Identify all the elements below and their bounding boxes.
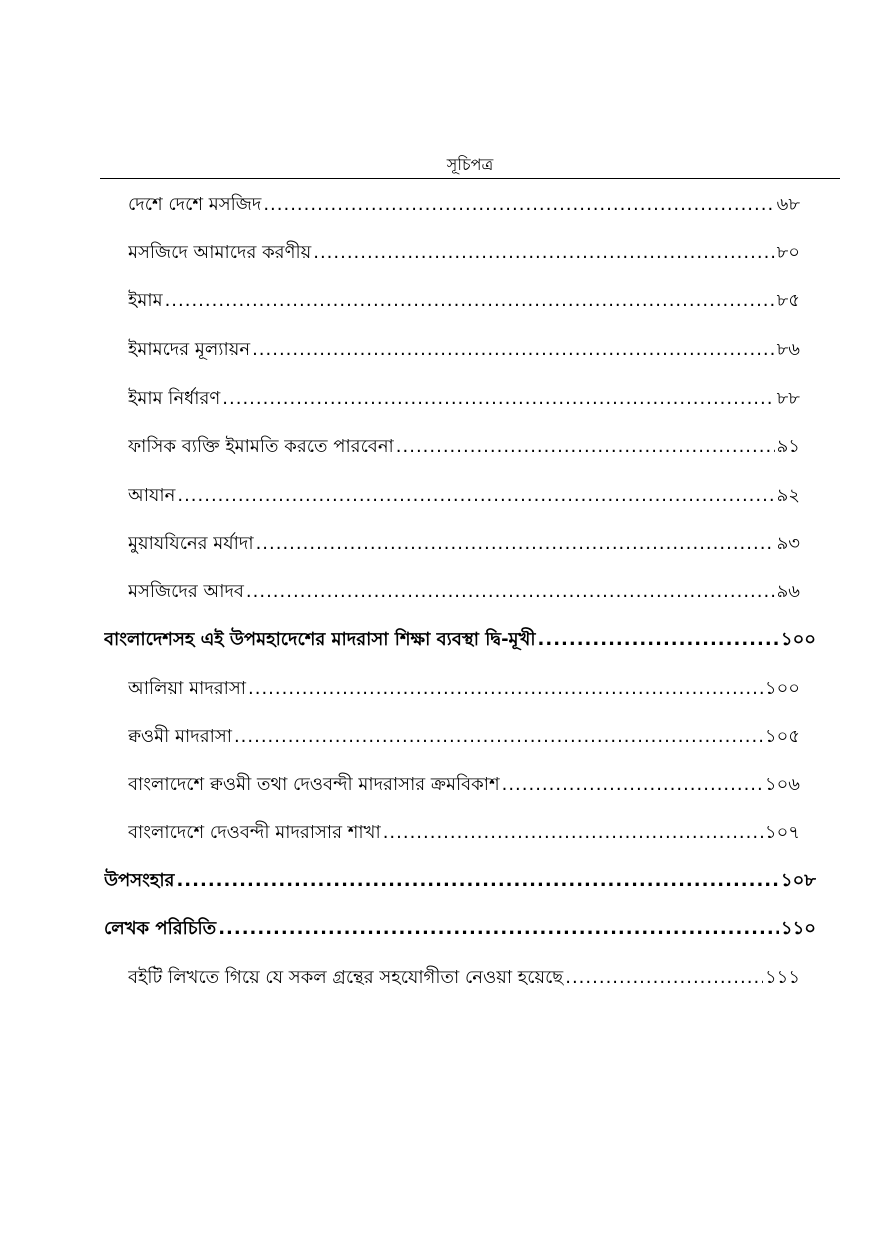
- dot-leader: [248, 678, 763, 699]
- toc-entry-page: ৯৩: [776, 533, 800, 554]
- toc-entry: [128, 770, 800, 800]
- toc-entry: [128, 963, 800, 993]
- toc-entry-label: বাংলাদেশসহ এই উপমহাদেশের মাদরাসা শিক্ষা ব্যবস্থা দ্বি-মূখী: [104, 629, 536, 650]
- dot-leader: [538, 629, 779, 650]
- toc-entry-label: ইমামদের মূল্যায়ন: [128, 339, 251, 360]
- toc-entry-label: ফাসিক ব্যক্তি ইমামতি করতে পারবেনা: [128, 436, 394, 457]
- toc-entry: [128, 818, 800, 848]
- toc-section-entry: [104, 914, 816, 944]
- toc-entry-label: আলিয়া মাদরাসা: [128, 678, 247, 699]
- toc-entry-label: আযান: [128, 485, 176, 506]
- toc-entry-page: ৮৫: [776, 290, 800, 311]
- toc-entry-page: ১০৫: [764, 726, 800, 747]
- toc-entry: [128, 384, 800, 414]
- dot-leader: [222, 388, 774, 409]
- dot-leader: [234, 726, 763, 747]
- dot-leader: [313, 242, 774, 263]
- toc-entry-page: ৮০: [776, 242, 800, 263]
- toc-section-entry: [104, 625, 816, 655]
- toc-entry-page: ৯২: [776, 485, 800, 506]
- dot-leader: [502, 774, 763, 795]
- toc-entry: [128, 481, 800, 511]
- dot-leader: [218, 918, 779, 939]
- toc-entry: [128, 577, 800, 607]
- toc-entry-label: লেখক পরিচিতি: [104, 918, 217, 939]
- dot-leader: [252, 339, 775, 360]
- toc-entry-label: বইটি লিখতে গিয়ে যে সকল গ্রন্থের সহযোগীতা নেওয়া হয়েছে: [128, 967, 564, 988]
- dot-leader: [246, 581, 775, 602]
- toc-entry-page: ১০৮: [780, 870, 816, 891]
- toc-entry: [128, 286, 800, 316]
- toc-entry: [128, 529, 800, 559]
- dot-leader: [176, 870, 778, 891]
- toc-entry-page: ১০৭: [764, 822, 800, 843]
- toc-entry: [128, 238, 800, 268]
- toc-entry-page: ১১১: [764, 967, 800, 988]
- toc-entry-page: ১০৬: [764, 774, 800, 795]
- toc-entry-page: ১০০: [764, 678, 800, 699]
- toc-entry: [128, 722, 800, 752]
- toc-entry: [128, 190, 800, 220]
- dot-leader: [565, 967, 763, 988]
- toc-entry-label: বাংলাদেশে দেওবন্দী মাদরাসার শাখা: [128, 822, 381, 843]
- toc-entry-label: মসজিদের আদব: [128, 581, 244, 602]
- dot-leader: [165, 290, 775, 311]
- dot-leader: [383, 822, 763, 843]
- toc-entry-page: ১০০: [780, 629, 816, 650]
- toc-entry-label: মসজিদে আমাদের করণীয়: [128, 242, 312, 263]
- toc-entry: [128, 335, 800, 365]
- toc-entry-page: ৯৬: [776, 581, 800, 602]
- toc-entry-page: ৮৮: [776, 388, 800, 409]
- toc-entry-label: ইমাম নির্ধারণ: [128, 388, 221, 409]
- toc-entry-label: বাংলাদেশে ক্বওমী তথা দেওবন্দী মাদরাসার ক্রমবিকাশ: [128, 774, 500, 795]
- toc-entry-page: ১১০: [780, 918, 816, 939]
- toc-entry: [128, 432, 800, 462]
- toc-entry-page: ৯১: [776, 436, 800, 457]
- dot-leader: [263, 194, 774, 215]
- toc-entry-label: মুয়াযযিনের মর্যাদা: [128, 533, 254, 554]
- dot-leader: [256, 533, 775, 554]
- toc-entry-label: দেশে দেশে মসজিদ: [128, 194, 262, 215]
- toc-section-entry: [104, 866, 816, 896]
- toc-entry-label: ক্বওমী মাদরাসা: [128, 726, 232, 747]
- page-title: সূচিপত্র: [446, 155, 494, 174]
- toc-entry-page: ৬৮: [776, 194, 800, 215]
- dot-leader: [177, 485, 774, 506]
- toc-entry-label: ইমাম: [128, 290, 163, 311]
- toc-entry-label: উপসংহার: [104, 870, 175, 891]
- dot-leader: [396, 436, 775, 457]
- toc-entry-page: ৮৬: [776, 339, 800, 360]
- toc-entry: [128, 674, 800, 704]
